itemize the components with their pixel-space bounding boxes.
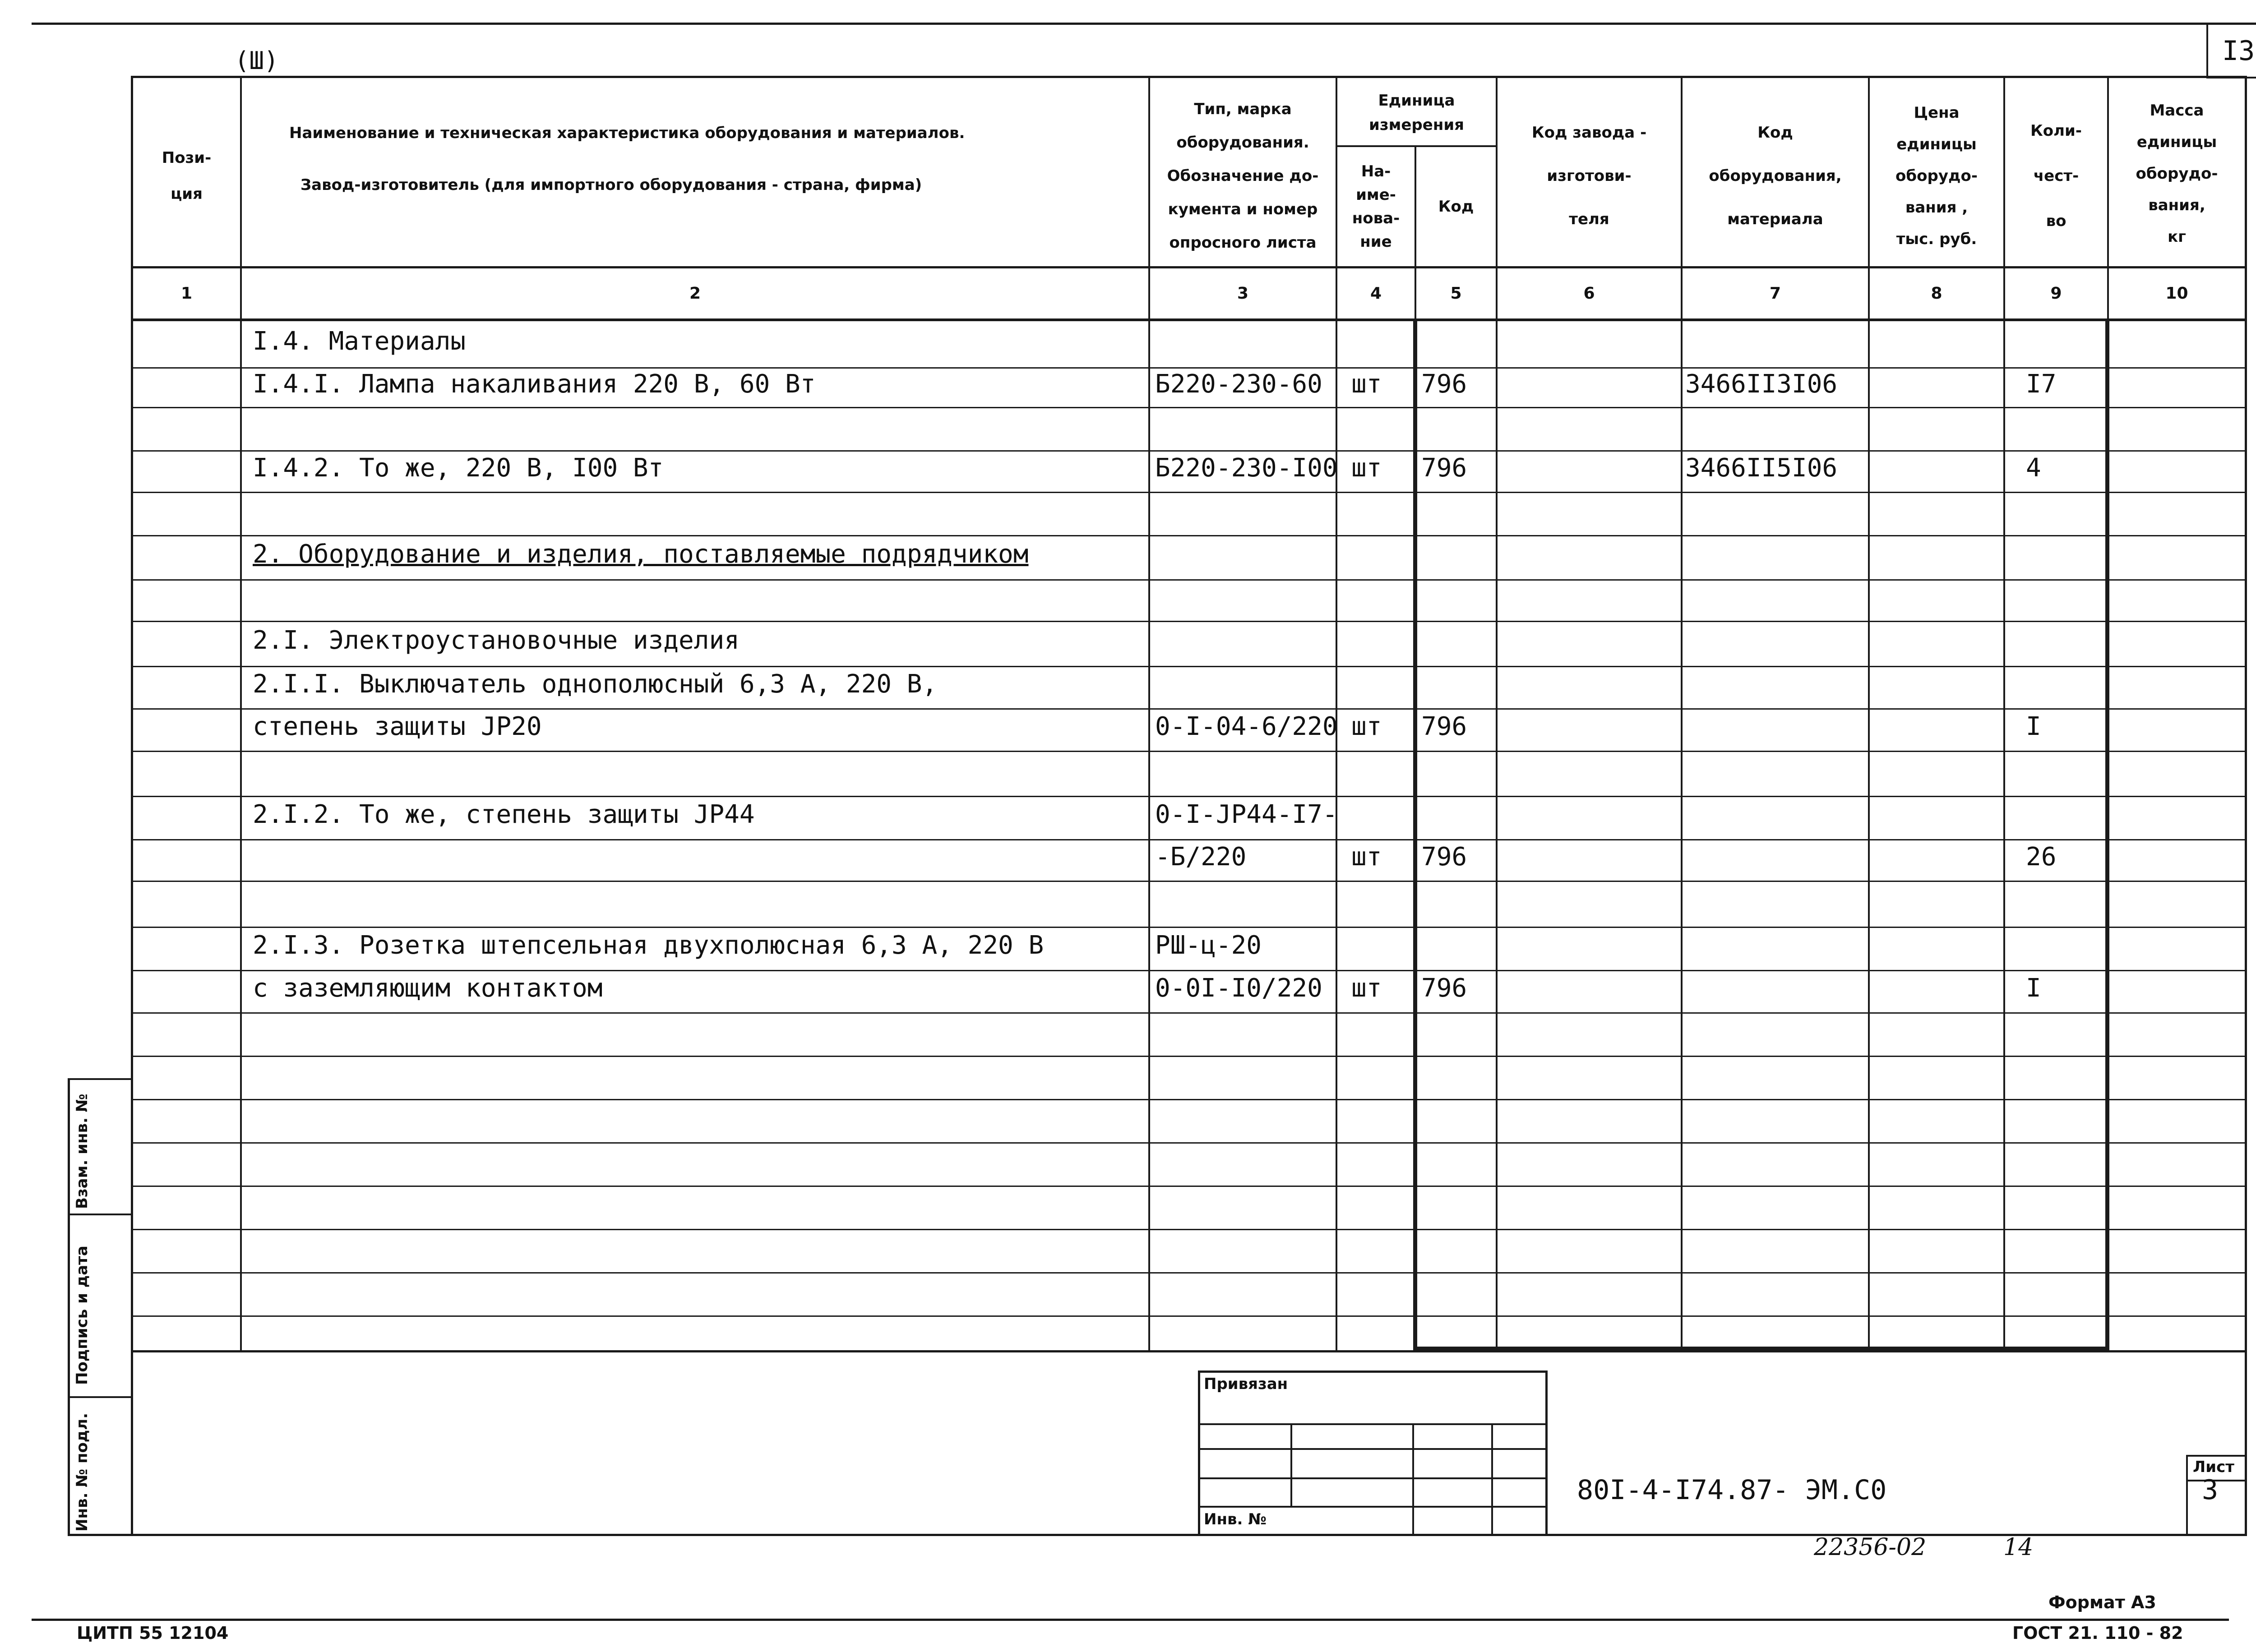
thick-box-right — [2105, 318, 2109, 1352]
header-price: Цена единицы оборудо- вания , тыс. руб. — [1895, 104, 1978, 248]
empty-row-line — [133, 1056, 2245, 1057]
handwritten-page: 14 — [2003, 1534, 2034, 1561]
row-4-type: Б220-230-I00 — [1155, 453, 1338, 483]
row-2-mat: 3466II3I06 — [1685, 369, 1838, 399]
colnum-3: 3 — [1237, 284, 1249, 303]
thick-box-bottom — [1413, 1347, 2109, 1351]
empty-row-line — [133, 1186, 2245, 1187]
row-16-code: 796 — [1421, 974, 1467, 1003]
row-15-type: РШ-ц-20 — [1155, 931, 1262, 960]
row-13-code: 796 — [1421, 842, 1467, 872]
row-9-name: 2.I.I. Выключатель однополюсный 6,3 А, 220 В, — [253, 669, 938, 699]
row-2-code: 796 — [1421, 369, 1467, 399]
format-label: Формат А3 — [2048, 1592, 2156, 1612]
colnum-6: 6 — [1583, 284, 1595, 303]
top-border — [32, 23, 2256, 25]
colnum-9: 9 — [2050, 284, 2062, 303]
row-13-type: -Б/220 — [1155, 842, 1247, 872]
col-sep-5 — [1496, 76, 1498, 1352]
sheet-box-left — [2186, 1455, 2188, 1536]
gost-label: ГОСТ 21. 110 - 82 — [2012, 1623, 2183, 1643]
col-sep-6 — [1681, 76, 1683, 1352]
row-4-name: I.4.2. То же, 220 В, I00 Вт — [253, 453, 664, 483]
stamp-h3 — [1198, 1477, 1548, 1479]
side-label-inv-podl: Инв. № подл. — [73, 1412, 91, 1532]
col-sep-8 — [2003, 76, 2005, 1352]
sheet-value: 3 — [2202, 1474, 2219, 1506]
header-name-line2: Завод-изготовитель (для импортного оборудования - страна, фирма) — [300, 176, 922, 194]
header-unit-name: На- име- нова- ние — [1352, 162, 1400, 251]
header-unit-code: Код — [1438, 197, 1474, 216]
stamp-h2 — [1198, 1448, 1548, 1450]
header-name-line1: Наименование и техническая характеристика оборудования и материалов. — [289, 124, 965, 142]
document-code: 80I-4-I74.87- ЭМ.С0 — [1577, 1474, 1887, 1506]
stamp-inv-no: Инв. № — [1204, 1510, 1267, 1528]
row-13-unit: шт — [1351, 842, 1382, 872]
row-line-10 — [133, 751, 2245, 752]
empty-row-line — [133, 1099, 2245, 1100]
side-block-sep3 — [68, 1396, 133, 1398]
colnum-10: 10 — [2165, 284, 2188, 303]
col-sep-7 — [1868, 76, 1870, 1352]
row-12-type: 0-I-ЈР44-I7- — [1155, 800, 1338, 829]
sheetbox-left — [2206, 25, 2208, 78]
header-factory-code: Код завода - изготови- теля — [1531, 124, 1647, 228]
stamp-top — [1198, 1371, 1548, 1373]
row-1-name: I.4. Материалы — [253, 327, 466, 356]
row-4-code: 796 — [1421, 453, 1467, 483]
colnum-2: 2 — [689, 284, 701, 303]
row-10-unit: шт — [1351, 712, 1382, 741]
row-6-name: 2. Оборудование и изделия, поставляемые подрядчиком — [253, 540, 1029, 569]
header-material-code: Код оборудования, материала — [1709, 124, 1842, 228]
header-type: Тип, марка оборудования. Обозначение до- кумента и номер опросного листа — [1167, 100, 1319, 252]
row-line-16 — [133, 1012, 2245, 1014]
row-10-qty: I — [2026, 712, 2041, 741]
stamp-v1 — [1290, 1423, 1292, 1506]
row-line-13 — [133, 881, 2245, 882]
row-4-qty: 4 — [2026, 453, 2041, 483]
row-2-qty: I7 — [2026, 369, 2057, 399]
handwritten-code: 22356-02 — [1814, 1534, 1927, 1561]
sheet-label: Лист — [2193, 1458, 2234, 1476]
row-12-name: 2.I.2. То же, степень защиты ЈР44 — [253, 800, 755, 829]
empty-row-line — [133, 1315, 2245, 1317]
row-16-qty: I — [2026, 974, 2041, 1003]
row-4-mat: 3466II5I06 — [1685, 453, 1838, 483]
row-8-name: 2.I. Электроустановочные изделия — [253, 626, 740, 655]
row-2-type: Б220-230-60 — [1155, 369, 1322, 399]
row-10-name: степень защиты ЈР20 — [253, 712, 542, 741]
row-line-6 — [133, 579, 2245, 581]
row-10-code: 796 — [1421, 712, 1467, 741]
row-4-unit: шт — [1351, 453, 1382, 483]
stamp-v2 — [1412, 1423, 1414, 1536]
side-block-left — [68, 1078, 70, 1536]
citp-label: ЦИТП 55 12104 — [77, 1623, 229, 1643]
header-unit-group: Единица измерения — [1369, 92, 1464, 134]
row-16-name: с заземляющим контактом — [253, 974, 603, 1003]
sheet-box-top — [2186, 1455, 2247, 1457]
top-marker: (Ш) — [235, 46, 279, 75]
row-16-unit: шт — [1351, 974, 1382, 1003]
header-quantity: Коли- чест- во — [2030, 122, 2082, 230]
colnum-5: 5 — [1450, 284, 1462, 303]
row-2-unit: шт — [1351, 369, 1382, 399]
colnum-8: 8 — [1931, 284, 1942, 303]
side-block-sep — [68, 1078, 133, 1080]
empty-row-line — [133, 1142, 2245, 1144]
header-mass: Масса единицы оборудо- вания, кг — [2136, 102, 2218, 246]
row-10-type: 0-I-04-6/220 — [1155, 712, 1338, 741]
colnum-1: 1 — [180, 284, 193, 303]
stamp-h4 — [1198, 1506, 1548, 1508]
sheet-number-top: I3 — [2222, 35, 2255, 67]
col-sep-2 — [1148, 76, 1150, 1352]
stamp-v3 — [1491, 1423, 1493, 1536]
row-15-name: 2.I.3. Розетка штепсельная двухполюсная 6,3 А, 220 В — [253, 931, 1044, 960]
unit-group-split — [1336, 145, 1496, 147]
row-16-type: 0-0I-I0/220 — [1155, 974, 1322, 1003]
table-right-line — [2245, 76, 2247, 1535]
stamp-left — [1198, 1371, 1200, 1536]
stamp-privyazan: Привязан — [1204, 1375, 1288, 1393]
header-name — [242, 77, 1148, 266]
stamp-right — [1545, 1371, 1548, 1536]
bottom-border — [32, 1619, 2229, 1621]
col-sep-1 — [240, 76, 242, 1352]
colnum-7: 7 — [1769, 284, 1781, 303]
row-line-2 — [133, 407, 2245, 408]
thick-box-left — [1413, 318, 1417, 1352]
row-line-4 — [133, 492, 2245, 493]
stamp-h1 — [1198, 1423, 1548, 1425]
side-block-sep2 — [68, 1214, 133, 1215]
empty-row-line — [133, 1229, 2245, 1230]
header-position: Пози- ция — [162, 149, 212, 203]
row-13-qty: 26 — [2026, 842, 2057, 872]
empty-row-line — [133, 1272, 2245, 1274]
row-2-name: I.4.I. Лампа накаливания 220 В, 60 Вт — [253, 369, 816, 399]
side-label-vzam: Взам. инв. № — [73, 1094, 91, 1209]
colnum-4: 4 — [1370, 284, 1382, 303]
side-label-podpis: Подпись и дата — [73, 1246, 91, 1385]
